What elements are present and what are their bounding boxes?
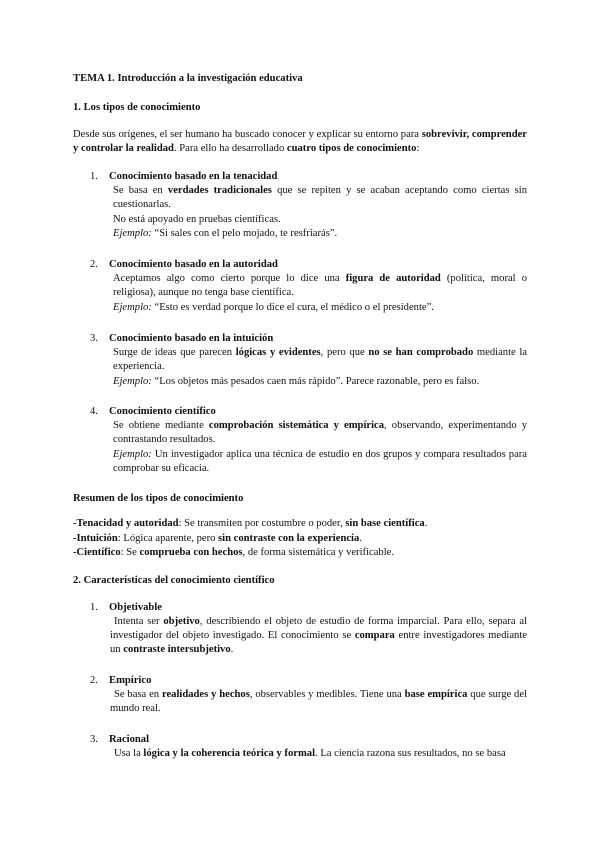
summary-line: -Tenacidad y autoridad: Se transmiten por costumbre o poder, sin base científica. [73, 518, 428, 529]
list-number: 1. [90, 171, 98, 182]
list-number: 1. [90, 602, 98, 613]
list-item-body: Intenta ser objetivo, describiendo el objeto de estudio de forma imparcial. Para ello, separa al investigador del objeto investigado. El conocimiento se compara entre investigadores mediante un contraste intersubjetivo. [110, 616, 528, 656]
list-item-body: Usa la lógica y la coherencia teórica y formal. La ciencia razona sus resultados, no se basa [114, 748, 506, 759]
list-item-title: Conocimiento basado en la tenacidad [109, 171, 278, 182]
list-item-body: Se basa en realidades y hechos, observables y medibles. Tiene una base empírica que surge del mundo real. [110, 689, 527, 715]
intro-paragraph: Desde sus orígenes, el ser humano ha buscado conocer y explicar su entorno para sobrevivir, comprender y controlar la realidad. Para ello ha desarrollado cuatro tipos de conocimiento: [73, 129, 527, 155]
list-item-title: Empírico [109, 675, 152, 686]
list-item-body [109, 272, 527, 315]
list-item-text: Se obtiene mediante comprobación sistemática y empírica, observando, experimentando y contrastando resultados. [113, 420, 528, 446]
list-item-text: No está apoyado en pruebas científicas. [113, 213, 281, 225]
list-item-title: Conocimiento basado en la autoridad [109, 259, 278, 270]
section-heading: 1. Los tipos de conocimiento [73, 102, 201, 113]
list-item-title: Conocimiento basado en la intuición [109, 333, 274, 344]
example-line: Ejemplo: Un investigador aplica una técnica de estudio en dos grupos y compara resultados para comprobar su eficacia. [113, 448, 527, 474]
list-number: 2. [90, 675, 98, 686]
list-number: 3. [90, 734, 98, 745]
list-number: 4. [90, 406, 98, 417]
list-item-body [109, 419, 527, 476]
document-title: TEMA 1. Introducción a la investigación educativa [73, 73, 303, 84]
list-item-body [109, 184, 527, 241]
list-item-body [109, 346, 527, 389]
list-number: 3. [90, 333, 98, 344]
example-line: Ejemplo: “Si sales con el pelo mojado, te resfriarás”. [113, 227, 338, 239]
example-line: Ejemplo: “Esto es verdad porque lo dice el cura, el médico o el presidente”. [113, 301, 434, 313]
list-item-title: Objetivable [109, 602, 162, 613]
list-item-title: Racional [109, 734, 150, 745]
section-heading: 2. Características del conocimiento científico [73, 575, 275, 586]
list-item-text: Se basa en verdades tradicionales que se repiten y se acaban aceptando como ciertas sin cuestionarlas. [113, 185, 527, 211]
list-number: 2. [90, 259, 98, 270]
list-item-text: Aceptamos algo como cierto porque lo dice una figura de autoridad (política, moral o religiosa), aunque no tenga base científica. [113, 273, 527, 299]
list-item-text: Surge de ideas que parecen lógicas y evidentes, pero que no se han comprobado mediante la experiencia. [113, 347, 527, 373]
summary-line: -Científico: Se comprueba con hechos, de forma sistemática y verificable. [73, 547, 394, 558]
summary-line: -Intuición: Lógica aparente, pero sin contraste con la experiencia. [73, 533, 362, 544]
list-item-title: Conocimiento científico [109, 406, 216, 417]
summary-heading: Resumen de los tipos de conocimiento [73, 493, 244, 504]
example-line: Ejemplo: “Los objetos más pesados caen más rápido”. Parece razonable, pero es falso. [113, 375, 480, 387]
